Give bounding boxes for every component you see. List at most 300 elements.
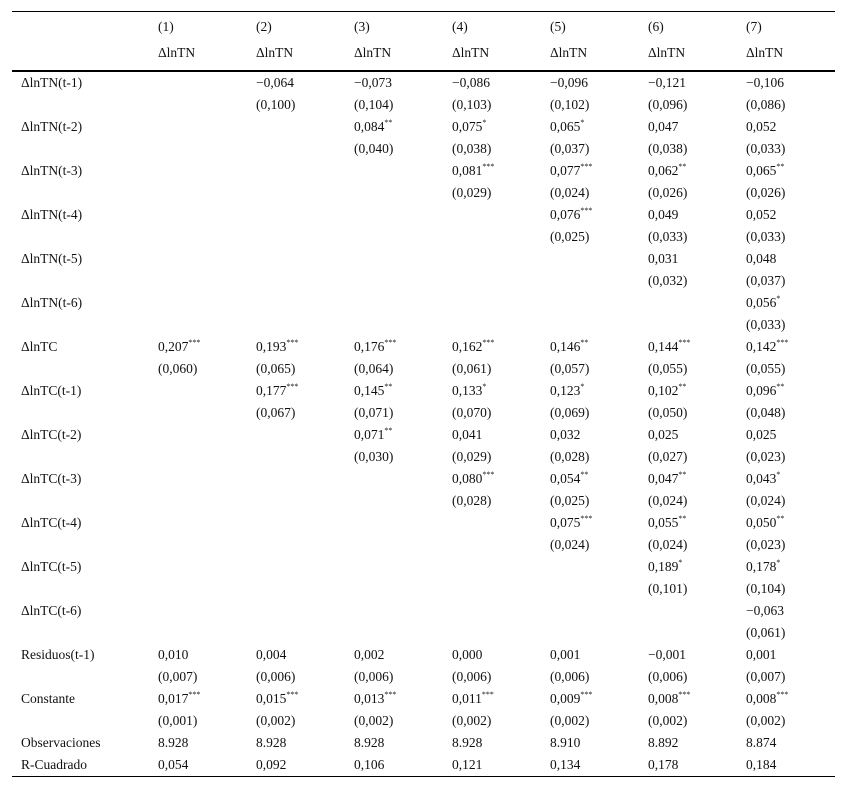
statistic-value: 0,121 xyxy=(443,754,541,777)
standard-error-row xyxy=(12,402,835,424)
coefficient-cell xyxy=(639,160,737,182)
significance-stars: ** xyxy=(678,514,687,523)
coefficient-value: 0,000 xyxy=(452,647,483,662)
coefficient-row xyxy=(12,512,835,534)
coefficient-cell xyxy=(737,116,835,138)
statistic-row xyxy=(12,754,835,777)
standard-error: (0,002) xyxy=(452,713,492,728)
coefficient-value: −0,064 xyxy=(256,75,294,90)
standard-error-row xyxy=(12,138,835,160)
variable-label-blank xyxy=(12,358,149,380)
coefficient-cell xyxy=(541,468,639,490)
coefficient-value: 0,081 xyxy=(452,163,483,178)
coefficient-cell xyxy=(737,336,835,358)
coefficient-cell xyxy=(639,71,737,94)
variable-label: ΔlnTC(t-5) xyxy=(21,559,82,574)
significance-stars: *** xyxy=(482,470,495,479)
coefficient-cell xyxy=(345,160,443,182)
standard-error: (0,025) xyxy=(550,493,590,508)
coefficient-cell xyxy=(247,600,345,622)
coefficient-cell xyxy=(345,600,443,622)
standard-error: (0,069) xyxy=(550,405,590,420)
coefficient-value: 0,050 xyxy=(746,515,777,530)
coefficient-cell xyxy=(443,116,541,138)
standard-error-row xyxy=(12,94,835,116)
coefficient-cell xyxy=(247,71,345,94)
standard-error xyxy=(639,622,737,644)
significance-stars: * xyxy=(580,118,585,127)
coefficient-value: 0,013 xyxy=(354,691,385,706)
coefficient-cell xyxy=(639,292,737,314)
coefficient-value: 0,001 xyxy=(746,647,777,662)
coefficient-cell xyxy=(541,248,639,270)
standard-error: (0,006) xyxy=(550,669,590,684)
significance-stars: *** xyxy=(580,514,593,523)
coefficient-cell xyxy=(737,71,835,94)
coefficient-cell xyxy=(639,644,737,666)
coefficient-cell xyxy=(345,380,443,402)
coefficient-row xyxy=(12,116,835,138)
standard-error: (0,096) xyxy=(648,97,688,112)
regression-table xyxy=(12,11,835,777)
variable-label-blank xyxy=(12,270,149,292)
statistic-label: R-Cuadrado xyxy=(12,754,149,777)
coefficient-cell xyxy=(443,160,541,182)
coefficient-value: −0,063 xyxy=(746,603,784,618)
standard-error xyxy=(149,534,247,556)
significance-stars: *** xyxy=(482,162,495,171)
dependent-variable: ΔlnTN xyxy=(541,42,639,71)
standard-error: (0,002) xyxy=(648,713,688,728)
coefficient-cell xyxy=(247,248,345,270)
coefficient-value: 0,010 xyxy=(158,647,189,662)
coefficient-cell xyxy=(345,116,443,138)
coefficient-cell xyxy=(541,424,639,446)
variable-label-blank xyxy=(12,446,149,468)
coefficient-cell xyxy=(737,512,835,534)
coefficient-value: 0,008 xyxy=(648,691,679,706)
variable-label: ΔlnTC(t-6) xyxy=(21,603,82,618)
dependent-variable: ΔlnTN xyxy=(149,42,247,71)
significance-stars: *** xyxy=(286,690,299,699)
column-number: (7) xyxy=(737,12,835,43)
coefficient-cell xyxy=(149,600,247,622)
standard-error: (0,002) xyxy=(746,713,786,728)
coefficient-value: 0,002 xyxy=(354,647,385,662)
standard-error xyxy=(345,534,443,556)
coefficient-value: −0,121 xyxy=(648,75,686,90)
standard-error: (0,060) xyxy=(158,361,198,376)
variable-label: ΔlnTN(t-4) xyxy=(21,207,83,222)
standard-error xyxy=(541,314,639,336)
statistic-value: 0,184 xyxy=(737,754,835,777)
coefficient-cell xyxy=(443,71,541,94)
coefficient-cell xyxy=(639,380,737,402)
variable-label: Constante xyxy=(21,691,75,706)
standard-error: (0,002) xyxy=(256,713,296,728)
standard-error: (0,027) xyxy=(648,449,688,464)
coefficient-value: 0,009 xyxy=(550,691,581,706)
statistic-row xyxy=(12,732,835,754)
statistic-value: 8.928 xyxy=(452,735,483,750)
coefficient-cell xyxy=(541,512,639,534)
coefficient-cell xyxy=(149,336,247,358)
standard-error: (0,102) xyxy=(550,97,590,112)
standard-error xyxy=(443,534,541,556)
coefficient-cell xyxy=(345,248,443,270)
coefficient-value: 0,133 xyxy=(452,383,483,398)
coefficient-cell xyxy=(149,512,247,534)
coefficient-value: 0,145 xyxy=(354,383,385,398)
coefficient-cell xyxy=(639,424,737,446)
coefficient-cell xyxy=(443,556,541,578)
standard-error: (0,002) xyxy=(354,713,394,728)
significance-stars: *** xyxy=(776,690,789,699)
column-number: (1) xyxy=(149,12,247,43)
coefficient-cell xyxy=(443,424,541,446)
standard-error xyxy=(247,138,345,160)
coefficient-row xyxy=(12,424,835,446)
coefficient-cell xyxy=(541,688,639,710)
coefficient-value: 0,144 xyxy=(648,339,679,354)
column-number: (6) xyxy=(639,12,737,43)
coefficient-cell xyxy=(639,468,737,490)
standard-error: (0,057) xyxy=(550,361,590,376)
standard-error-row xyxy=(12,622,835,644)
standard-error: (0,067) xyxy=(256,405,296,420)
header-corner xyxy=(12,42,149,71)
significance-stars: ** xyxy=(580,338,589,347)
standard-error xyxy=(345,490,443,512)
dependent-variable: ΔlnTN xyxy=(639,42,737,71)
coefficient-cell xyxy=(345,688,443,710)
coefficient-row xyxy=(12,336,835,358)
coefficient-value: 0,048 xyxy=(746,251,777,266)
coefficient-cell xyxy=(443,292,541,314)
variable-label: ΔlnTN(t-6) xyxy=(21,295,83,310)
standard-error: (0,038) xyxy=(648,141,688,156)
variable-label: Residuos(t-1) xyxy=(21,647,95,662)
significance-stars: * xyxy=(482,382,487,391)
dependent-variable: ΔlnTN xyxy=(247,42,345,71)
coefficient-cell xyxy=(639,116,737,138)
statistic-value: 8.910 xyxy=(550,735,581,750)
standard-error xyxy=(247,578,345,600)
variable-label-blank xyxy=(12,666,149,688)
variable-label-blank xyxy=(12,490,149,512)
coefficient-cell xyxy=(149,688,247,710)
coefficient-value: 0,177 xyxy=(256,383,287,398)
coefficient-cell xyxy=(149,248,247,270)
standard-error xyxy=(247,270,345,292)
standard-error xyxy=(247,314,345,336)
standard-error xyxy=(345,578,443,600)
statistic-value: 0,178 xyxy=(639,754,737,777)
coefficient-cell xyxy=(443,380,541,402)
coefficient-cell xyxy=(247,468,345,490)
significance-stars: *** xyxy=(481,690,494,699)
significance-stars: *** xyxy=(580,690,593,699)
standard-error: (0,006) xyxy=(354,669,394,684)
variable-label: ΔlnTN(t-1) xyxy=(21,75,83,90)
coefficient-cell xyxy=(247,292,345,314)
coefficient-value: −0,001 xyxy=(648,647,686,662)
significance-stars: * xyxy=(776,558,781,567)
standard-error: (0,025) xyxy=(550,229,590,244)
significance-stars: ** xyxy=(678,470,687,479)
standard-error: (0,024) xyxy=(746,493,786,508)
standard-error xyxy=(443,270,541,292)
variable-label-blank xyxy=(12,138,149,160)
coefficient-value: 0,102 xyxy=(648,383,679,398)
standard-error-row xyxy=(12,666,835,688)
standard-error: (0,101) xyxy=(648,581,688,596)
coefficient-cell xyxy=(443,204,541,226)
coefficient-cell xyxy=(247,380,345,402)
significance-stars: *** xyxy=(482,338,495,347)
coefficient-row xyxy=(12,556,835,578)
standard-error xyxy=(541,622,639,644)
standard-error xyxy=(149,578,247,600)
coefficient-cell xyxy=(737,556,835,578)
coefficient-cell xyxy=(737,204,835,226)
coefficient-cell xyxy=(737,292,835,314)
standard-error: (0,023) xyxy=(746,537,786,552)
standard-error-row xyxy=(12,270,835,292)
standard-error xyxy=(149,270,247,292)
variable-label: ΔlnTC(t-4) xyxy=(21,515,82,530)
standard-error xyxy=(247,226,345,248)
significance-stars: *** xyxy=(678,338,691,347)
standard-error: (0,007) xyxy=(746,669,786,684)
coefficient-cell xyxy=(149,292,247,314)
coefficient-cell xyxy=(247,116,345,138)
coefficient-value: 0,075 xyxy=(452,119,483,134)
standard-error: (0,048) xyxy=(746,405,786,420)
coefficient-cell xyxy=(443,468,541,490)
significance-stars: * xyxy=(776,470,781,479)
significance-stars: *** xyxy=(286,338,299,347)
column-number: (2) xyxy=(247,12,345,43)
coefficient-cell xyxy=(541,160,639,182)
coefficient-cell xyxy=(541,116,639,138)
significance-stars: ** xyxy=(776,514,785,523)
coefficient-cell xyxy=(541,556,639,578)
variable-label: ΔlnTC(t-1) xyxy=(21,383,82,398)
dependent-variable: ΔlnTN xyxy=(737,42,835,71)
standard-error: (0,024) xyxy=(550,185,590,200)
coefficient-cell xyxy=(345,468,443,490)
coefficient-row xyxy=(12,380,835,402)
coefficient-row xyxy=(12,248,835,270)
significance-stars: ** xyxy=(580,470,589,479)
standard-error: (0,033) xyxy=(648,229,688,244)
standard-error: (0,103) xyxy=(452,97,492,112)
coefficient-row xyxy=(12,160,835,182)
standard-error: (0,026) xyxy=(648,185,688,200)
variable-label: ΔlnTN(t-5) xyxy=(21,251,83,266)
variable-label: ΔlnTN(t-3) xyxy=(21,163,83,178)
coefficient-cell xyxy=(345,644,443,666)
statistic-value: 8.874 xyxy=(746,735,777,750)
coefficient-cell xyxy=(639,204,737,226)
coefficient-value: 0,055 xyxy=(648,515,679,530)
significance-stars: ** xyxy=(384,382,393,391)
coefficient-cell xyxy=(443,248,541,270)
significance-stars: ** xyxy=(678,382,687,391)
coefficient-row xyxy=(12,644,835,666)
coefficient-cell xyxy=(639,556,737,578)
coefficient-cell xyxy=(737,688,835,710)
coefficient-value: −0,073 xyxy=(354,75,392,90)
significance-stars: ** xyxy=(384,118,393,127)
standard-error: (0,002) xyxy=(550,713,590,728)
statistic-value: 0,092 xyxy=(247,754,345,777)
coefficient-cell xyxy=(737,644,835,666)
standard-error: (0,024) xyxy=(648,493,688,508)
coefficient-cell xyxy=(541,600,639,622)
standard-error xyxy=(443,226,541,248)
standard-error xyxy=(149,314,247,336)
standard-error: (0,065) xyxy=(256,361,296,376)
standard-error: (0,028) xyxy=(550,449,590,464)
variable-label-blank xyxy=(12,182,149,204)
coefficient-cell xyxy=(737,380,835,402)
standard-error-row xyxy=(12,358,835,380)
coefficient-value: −0,096 xyxy=(550,75,588,90)
coefficient-cell xyxy=(247,688,345,710)
standard-error: (0,040) xyxy=(354,141,394,156)
standard-error: (0,024) xyxy=(550,537,590,552)
standard-error-row xyxy=(12,710,835,732)
coefficient-cell xyxy=(149,468,247,490)
statistic-value: 8.928 xyxy=(158,735,189,750)
coefficient-value: 0,001 xyxy=(550,647,581,662)
coefficient-value: 0,142 xyxy=(746,339,777,354)
standard-error xyxy=(345,182,443,204)
dependent-variable: ΔlnTN xyxy=(345,42,443,71)
significance-stars: *** xyxy=(776,338,789,347)
column-number: (3) xyxy=(345,12,443,43)
standard-error: (0,071) xyxy=(354,405,394,420)
coefficient-value: 0,071 xyxy=(354,427,385,442)
coefficient-value: 0,054 xyxy=(550,471,581,486)
standard-error-row xyxy=(12,534,835,556)
coefficient-value: 0,008 xyxy=(746,691,777,706)
coefficient-value: 0,004 xyxy=(256,647,287,662)
coefficient-value: 0,032 xyxy=(550,427,581,442)
coefficient-cell xyxy=(247,424,345,446)
significance-stars: ** xyxy=(776,162,785,171)
standard-error xyxy=(247,534,345,556)
statistic-value: 8.928 xyxy=(256,735,287,750)
variable-label-blank xyxy=(12,710,149,732)
coefficient-value: 0,041 xyxy=(452,427,483,442)
standard-error xyxy=(149,402,247,424)
standard-error: (0,006) xyxy=(452,669,492,684)
significance-stars: * xyxy=(776,294,781,303)
significance-stars: * xyxy=(678,558,683,567)
standard-error xyxy=(345,270,443,292)
coefficient-cell xyxy=(149,380,247,402)
coefficient-cell xyxy=(247,160,345,182)
significance-stars: *** xyxy=(580,206,593,215)
coefficient-value: 0,031 xyxy=(648,251,679,266)
statistic-value: 8.892 xyxy=(648,735,679,750)
coefficient-cell xyxy=(247,204,345,226)
coefficient-cell xyxy=(149,116,247,138)
standard-error xyxy=(541,270,639,292)
standard-error xyxy=(443,314,541,336)
coefficient-value: 0,123 xyxy=(550,383,581,398)
coefficient-value: 0,146 xyxy=(550,339,581,354)
coefficient-cell xyxy=(443,644,541,666)
coefficient-cell xyxy=(639,248,737,270)
significance-stars: *** xyxy=(384,338,397,347)
standard-error: (0,028) xyxy=(452,493,492,508)
statistic-value: 0,134 xyxy=(541,754,639,777)
coefficient-cell xyxy=(541,71,639,94)
coefficient-row xyxy=(12,292,835,314)
dependent-variable: ΔlnTN xyxy=(443,42,541,71)
standard-error-row xyxy=(12,182,835,204)
standard-error: (0,024) xyxy=(648,537,688,552)
coefficient-cell xyxy=(345,204,443,226)
standard-error: (0,104) xyxy=(746,581,786,596)
header-corner xyxy=(12,12,149,43)
standard-error: (0,032) xyxy=(648,273,688,288)
coefficient-cell xyxy=(541,380,639,402)
coefficient-cell xyxy=(345,512,443,534)
coefficient-row xyxy=(12,204,835,226)
statistic-value: 0,106 xyxy=(345,754,443,777)
coefficient-value: 0,178 xyxy=(746,559,777,574)
standard-error xyxy=(443,622,541,644)
coefficient-value: 0,075 xyxy=(550,515,581,530)
standard-error xyxy=(345,314,443,336)
coefficient-cell xyxy=(639,336,737,358)
standard-error xyxy=(149,182,247,204)
statistic-value: 8.928 xyxy=(354,735,385,750)
standard-error xyxy=(345,622,443,644)
coefficient-cell xyxy=(247,512,345,534)
coefficient-value: 0,017 xyxy=(158,691,189,706)
coefficient-cell xyxy=(345,556,443,578)
standard-error: (0,104) xyxy=(354,97,394,112)
standard-error-row xyxy=(12,446,835,468)
standard-error: (0,006) xyxy=(256,669,296,684)
coefficient-cell xyxy=(737,160,835,182)
coefficient-cell xyxy=(149,204,247,226)
variable-label-blank xyxy=(12,226,149,248)
significance-stars: ** xyxy=(776,382,785,391)
coefficient-cell xyxy=(443,336,541,358)
coefficient-cell xyxy=(149,644,247,666)
standard-error xyxy=(149,490,247,512)
standard-error xyxy=(345,226,443,248)
standard-error-row xyxy=(12,314,835,336)
standard-error xyxy=(149,138,247,160)
significance-stars: *** xyxy=(678,690,691,699)
standard-error: (0,037) xyxy=(550,141,590,156)
significance-stars: * xyxy=(482,118,487,127)
standard-error: (0,023) xyxy=(746,449,786,464)
coefficient-cell xyxy=(443,512,541,534)
standard-error: (0,086) xyxy=(746,97,786,112)
variable-label: ΔlnTC(t-3) xyxy=(21,471,82,486)
standard-error xyxy=(541,578,639,600)
coefficient-value: 0,193 xyxy=(256,339,287,354)
